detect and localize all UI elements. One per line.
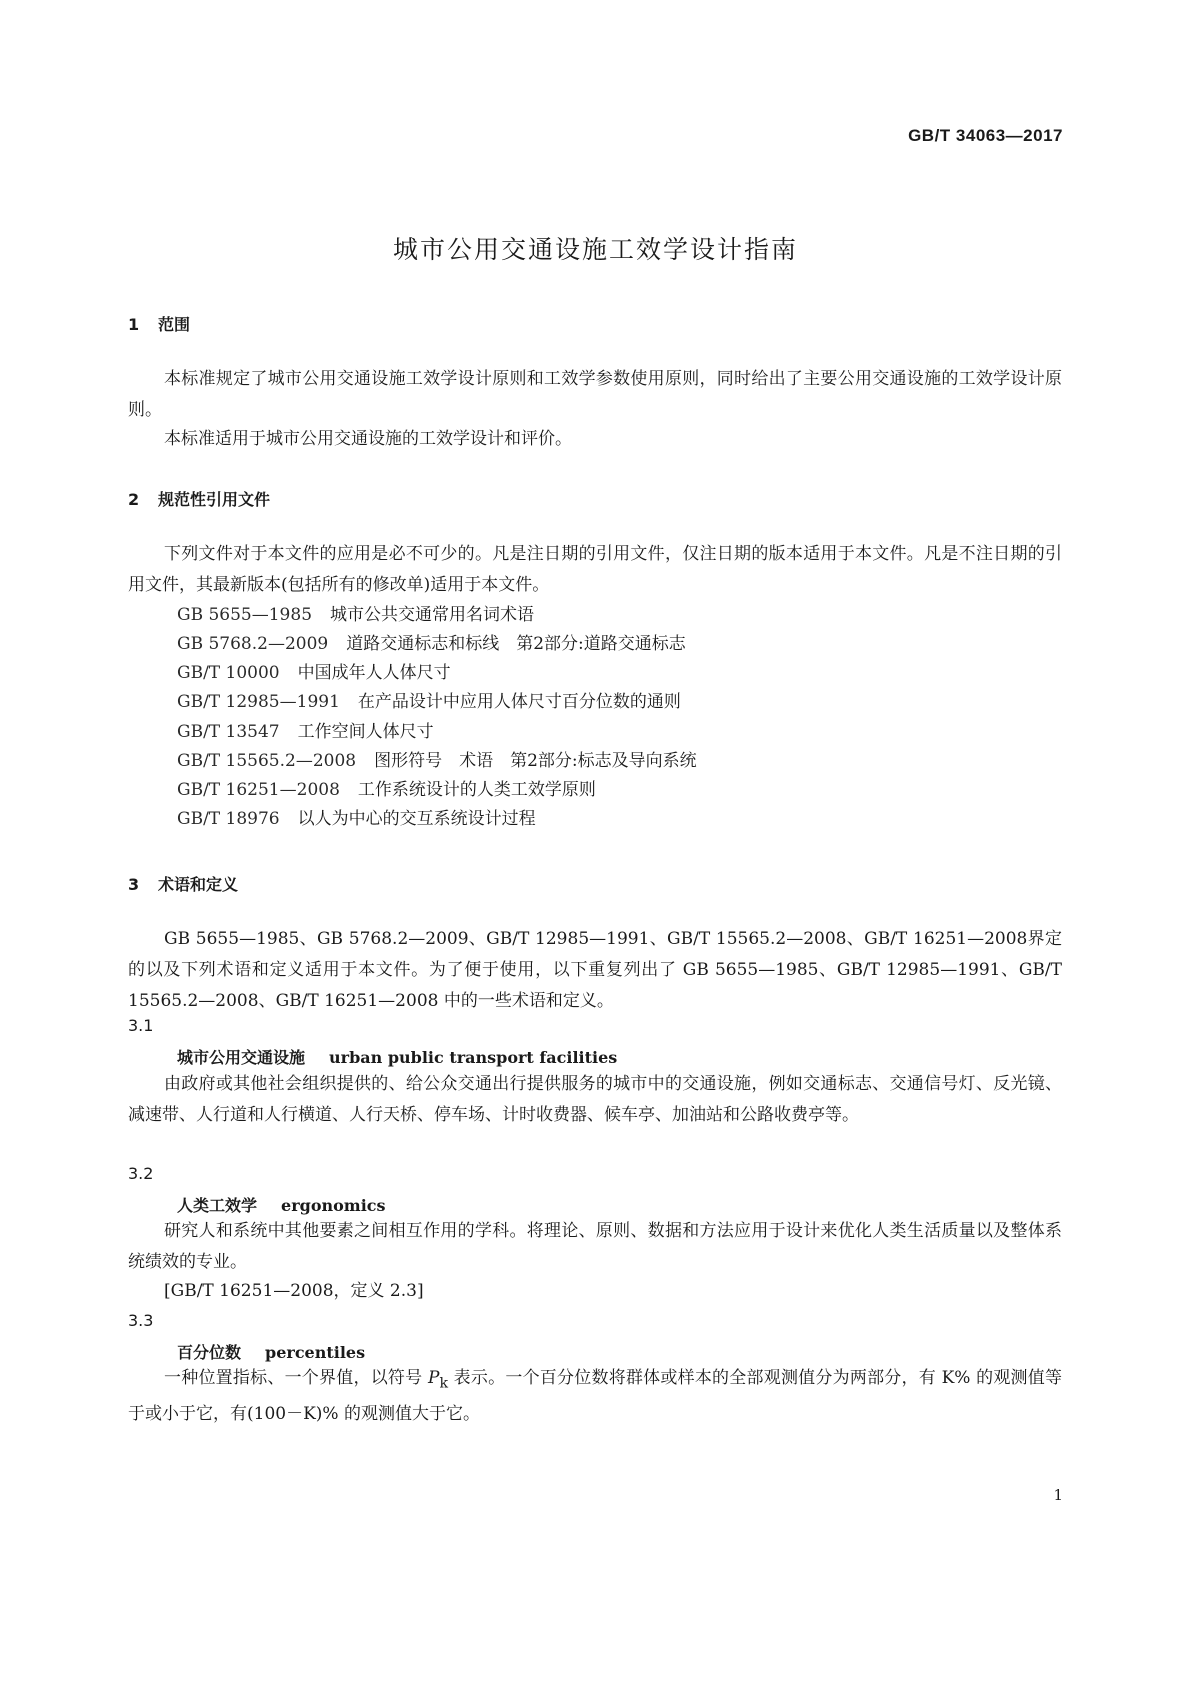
- reference-item: [177, 751, 697, 771]
- section-title: 术语和定义: [158, 875, 239, 894]
- section-number: 2: [128, 490, 140, 509]
- term-definition: 研究人和系统中其他要素之间相互作用的学科。将理论、原则、数据和方法应用于设计来优化人类生活质量以及整体系统绩效的专业。: [128, 1221, 1062, 1272]
- section-3-paragraph-1: GB 5655—1985、GB 5768.2—2009、GB/T 12985—1991、GB/T 15565.2—2008、GB/T 16251—2008界定的以及下列术语和定义适用于本文件。为了便于使用，以下重复列出了 GB 5655—1985、GB/T 12985—1991、GB/T 15565.2—2008、GB/T 16251—2008 中的一些术语和定义。: [128, 929, 1062, 1011]
- reference-title: 工作系统设计的人类工效学原则: [357, 780, 596, 800]
- reference-item: [177, 692, 681, 712]
- section-1-heading: [128, 312, 190, 335]
- clause-number: 3.3: [128, 1311, 154, 1330]
- standard-code: GB/T 34063—2017: [908, 126, 1063, 145]
- document-title: 城市公用交通设施工效学设计指南: [392, 235, 798, 264]
- reference-code: GB 5655—1985: [177, 605, 313, 625]
- reference-item: [177, 780, 596, 800]
- reference-code: GB/T 13547: [177, 722, 280, 742]
- reference-title: 城市公共交通常用名词术语: [330, 605, 535, 625]
- term-entry: [177, 1340, 365, 1363]
- section-1-paragraph-2: 本标准适用于城市公用交通设施的工效学设计和评价。: [164, 429, 572, 449]
- term-en: urban public transport facilities: [329, 1048, 618, 1067]
- reference-title: 道路交通标志和标线 第2部分:道路交通标志: [346, 634, 686, 654]
- clause-number: 3.1: [128, 1016, 154, 1035]
- reference-title: 在产品设计中应用人体尺寸百分位数的通则: [357, 692, 681, 712]
- reference-code: GB/T 16251—2008: [177, 780, 340, 800]
- section-3-heading: [128, 872, 238, 895]
- percentile-subscript: k: [439, 1375, 449, 1392]
- reference-item: [177, 809, 536, 829]
- term-entry: [177, 1193, 386, 1216]
- definition-text-a: 一种位置指标、一个界值，以符号: [164, 1368, 429, 1388]
- term-source: [GB/T 16251—2008，定义 2.3]: [164, 1281, 424, 1301]
- term-en: percentiles: [265, 1343, 366, 1362]
- term-zh: 人类工效学: [177, 1196, 258, 1215]
- reference-item: [177, 634, 686, 654]
- reference-title: 以人为中心的交互系统设计过程: [297, 809, 536, 829]
- reference-title: 图形符号 术语 第2部分:标志及导向系统: [374, 751, 697, 771]
- clause-number: 3.2: [128, 1164, 154, 1183]
- term-zh: 城市公用交通设施: [177, 1048, 306, 1067]
- section-number: 3: [128, 875, 140, 894]
- definition-text-b: 表示。一个百分位数将群体或样本的全部观测值分为两部分，有 K% 的观测值等于或小于它，有(100－K)% 的观测值大于它。: [128, 1368, 1062, 1425]
- section-title: 范围: [158, 315, 191, 334]
- page-number: 1: [1053, 1486, 1063, 1504]
- reference-code: GB 5768.2—2009: [177, 634, 329, 654]
- section-1-paragraph-1: 本标准规定了城市公用交通设施工效学设计原则和工效学参数使用原则，同时给出了主要公用交通设施的工效学设计原则。: [128, 369, 1062, 420]
- reference-item: [177, 605, 534, 625]
- reference-item: [177, 663, 451, 683]
- section-number: 1: [128, 315, 140, 334]
- term-en: ergonomics: [281, 1196, 386, 1215]
- reference-title: 中国成年人人体尺寸: [297, 663, 451, 683]
- term-zh: 百分位数: [177, 1343, 242, 1362]
- reference-item: [177, 722, 434, 742]
- reference-code: GB/T 18976: [177, 809, 280, 829]
- reference-code: GB/T 10000: [177, 663, 280, 683]
- section-2-heading: [128, 487, 270, 510]
- section-title: 规范性引用文件: [158, 490, 271, 509]
- term-definition: [128, 1363, 1062, 1430]
- percentile-symbol: P: [428, 1368, 440, 1388]
- reference-code: GB/T 12985—1991: [177, 692, 340, 712]
- reference-code: GB/T 15565.2—2008: [177, 751, 357, 771]
- term-entry: [177, 1045, 617, 1068]
- section-2-paragraph-1: 下列文件对于本文件的应用是必不可少的。凡是注日期的引用文件，仅注日期的版本适用于本文件。凡是不注日期的引用文件，其最新版本(包括所有的修改单)适用于本文件。: [128, 544, 1062, 595]
- term-definition: 由政府或其他社会组织提供的、给公众交通出行提供服务的城市中的交通设施，例如交通标志、交通信号灯、反光镜、减速带、人行道和人行横道、人行天桥、停车场、计时收费器、候车亭、加油站和公路收费亭等。: [128, 1074, 1062, 1125]
- reference-title: 工作空间人体尺寸: [297, 722, 434, 742]
